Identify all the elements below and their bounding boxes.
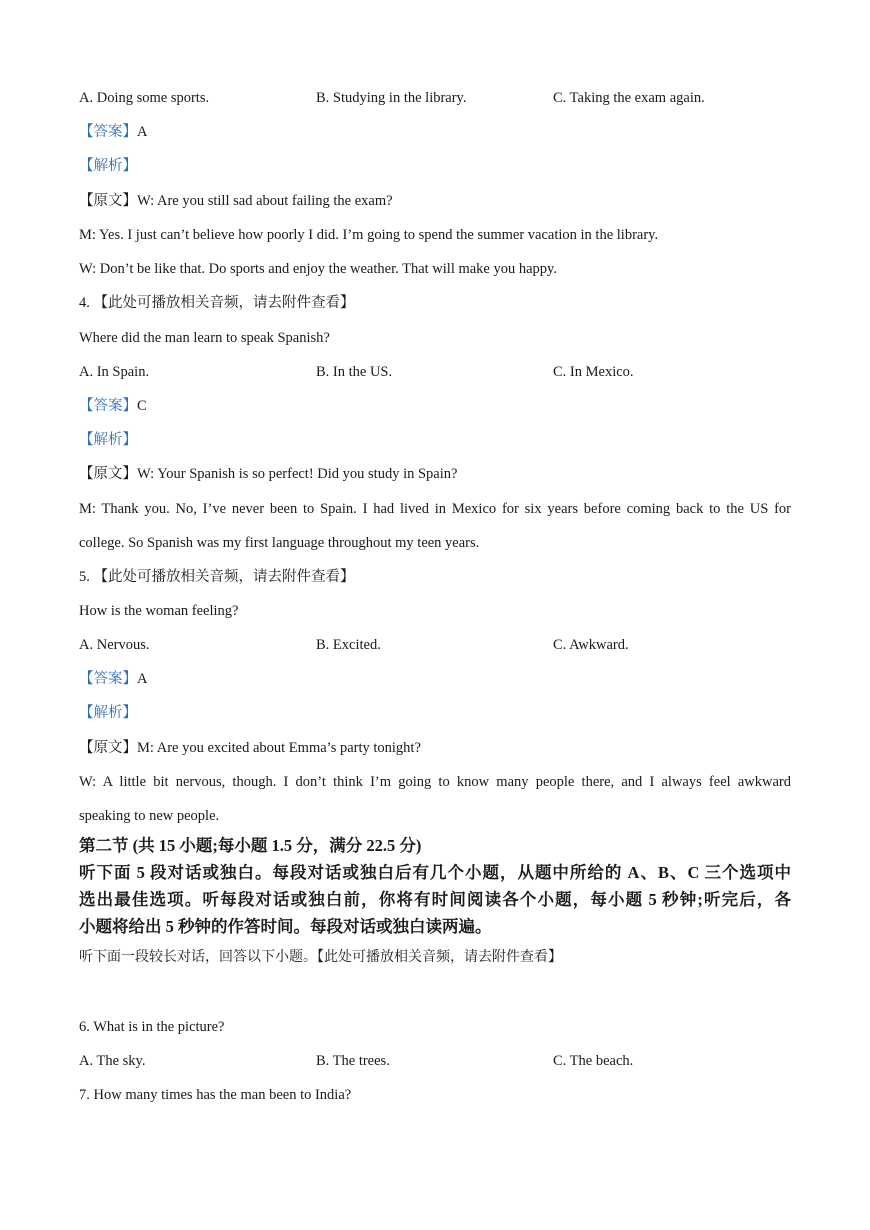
q4-original-line-3: college. So Spanish was my first language throughout my teen years. — [79, 535, 480, 551]
answer-tag: 【答案】 — [79, 398, 137, 414]
q5-question: How is the woman feeling? — [79, 603, 239, 619]
section2-title: 第二节 (共 15 小题;每小题 1.5 分，满分 22.5 分) — [79, 836, 422, 855]
q3-analysis-tag: 【解析】 — [79, 158, 137, 174]
answer-value: A — [137, 671, 148, 687]
q4-analysis-tag: 【解析】 — [79, 432, 137, 448]
q5-option-b[interactable]: B. Excited. — [316, 637, 381, 653]
q5-analysis-tag: 【解析】 — [79, 705, 137, 721]
q3-original-line-2: M: Yes. I just can’t believe how poorly I did. I’m going to spend the summer vacation in the library. — [79, 227, 659, 243]
q3-original-line-1 — [79, 191, 791, 211]
answer-tag: 【答案】 — [79, 671, 137, 687]
original-tag: 【原文】 — [79, 740, 137, 756]
section2-instruction-2: 选出最佳选项。听每段对话或独白前，你将有时间阅读各个小题，每小题 5 秒钟;听完后，各 — [79, 890, 791, 909]
q6-option-c[interactable]: C. The beach. — [553, 1053, 634, 1069]
q5-original-line-3: speaking to new people. — [79, 808, 220, 824]
transcript-text: W: Your Spanish is so perfect! Did you study in Spain? — [137, 466, 458, 482]
q5-header: 5. 【此处可播放相关音频，请去附件查看】 — [79, 569, 355, 585]
q3-option-c[interactable]: C. Taking the exam again. — [553, 90, 705, 106]
q4-option-a[interactable]: A. In Spain. — [79, 364, 150, 380]
q4-option-c[interactable]: C. In Mexico. — [553, 364, 634, 380]
q3-original-line-3: W: Don’t be like that. Do sports and enjoy the weather. That will make you happy. — [79, 261, 557, 277]
section2-instruction-1: 听下面 5 段对话或独白。每段对话或独白后有几个小题，从题中所给的 A、B、C 三个选项中 — [79, 863, 791, 882]
q7-question: 7. How many times has the man been to India? — [79, 1087, 352, 1103]
q4-option-b[interactable]: B. In the US. — [316, 364, 393, 380]
original-tag: 【原文】 — [79, 466, 137, 482]
q5-option-c[interactable]: C. Awkward. — [553, 637, 629, 653]
answer-tag: 【答案】 — [79, 124, 137, 140]
q4-original-line-2: M: Thank you. No, I’ve never been to Spain. I had lived in Mexico for six years before coming back to the US for — [79, 501, 791, 517]
q5-original-line-2: W: A little bit nervous, though. I don’t think I’m going to know many people there, and I always feel awkward — [79, 774, 791, 790]
q6-option-a[interactable]: A. The sky. — [79, 1053, 146, 1069]
q4-header: 4. 【此处可播放相关音频，请去附件查看】 — [79, 295, 355, 311]
transcript-text: W: Are you still sad about failing the exam? — [137, 193, 393, 209]
section2-note: 听下面一段较长对话，回答以下小题。【此处可播放相关音频，请去附件查看】 — [79, 950, 562, 965]
q4-original-line-1 — [79, 464, 791, 484]
q5-answer — [79, 669, 791, 689]
q6-question: 6. What is in the picture? — [79, 1019, 225, 1035]
q3-option-b[interactable]: B. Studying in the library. — [316, 90, 467, 106]
answer-value: C — [137, 398, 147, 414]
q6-option-b[interactable]: B. The trees. — [316, 1053, 390, 1069]
q5-original-line-1 — [79, 738, 791, 758]
transcript-text: M: Are you excited about Emma’s party tonight? — [137, 740, 421, 756]
q5-option-a[interactable]: A. Nervous. — [79, 637, 150, 653]
q3-answer — [79, 122, 791, 142]
q4-answer — [79, 396, 791, 416]
answer-value: A — [137, 124, 148, 140]
original-tag: 【原文】 — [79, 193, 137, 209]
q3-option-a[interactable]: A. Doing some sports. — [79, 90, 210, 106]
q4-question: Where did the man learn to speak Spanish? — [79, 330, 330, 346]
section2-instruction-3: 小题将给出 5 秒钟的作答时间。每段对话或独白读两遍。 — [79, 917, 492, 936]
